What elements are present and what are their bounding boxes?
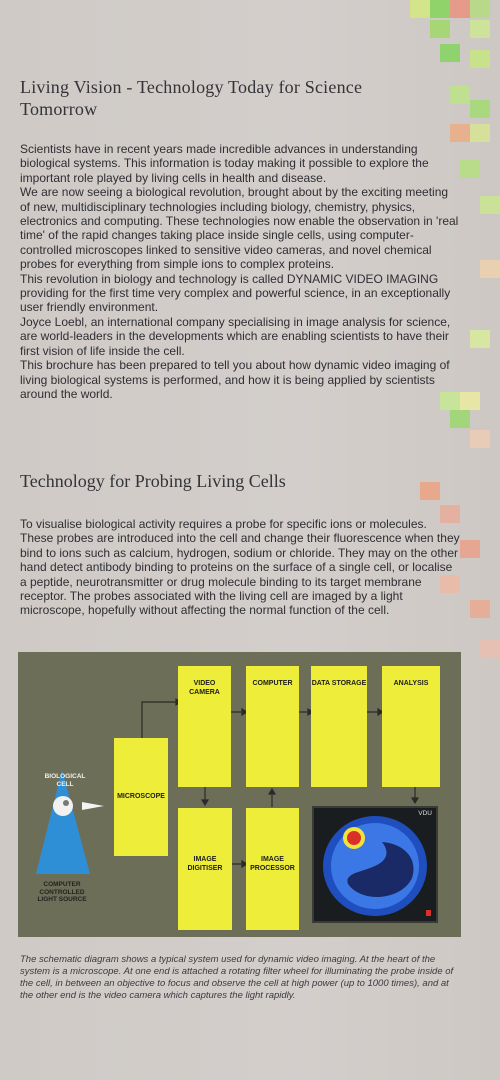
box-data-storage — [311, 666, 367, 787]
decorative-pixel — [480, 640, 500, 658]
intro-paragraph: Scientists have in recent years made incredible advances in understanding biological systems. This information is today making it possible to explore the important role played by living cells in health and disease. — [20, 142, 429, 185]
box-microscope — [114, 738, 168, 856]
decorative-pixel — [470, 0, 490, 18]
decorative-pixel — [470, 330, 490, 348]
box-video-camera — [178, 666, 231, 787]
decorative-pixel — [450, 124, 470, 142]
decorative-pixel — [450, 0, 470, 18]
vdu-monitor — [312, 806, 438, 923]
cell-nucleus — [63, 800, 69, 806]
vdu-cell-image — [314, 808, 436, 921]
intro-paragraph: We are now seeing a biological revolution, brought about by the exciting meeting of new, multidisciplinary technologies including biology, chemistry, physics, electronics and computing. These technologies now enable the observation in 'real time' of the rapid changes taking place inside single cells, using computer-controlled microscopes linked to sensitive video cameras, and novel chemical probes for everything from simple ions to complex proteins. — [20, 185, 459, 272]
schematic-diagram — [18, 652, 461, 937]
intro-paragraph: Joyce Loebl, an international company specialising in image analysis for science, are world-leaders in the developments which are enabling scientists to have their first vision of life inside the cell. — [20, 314, 451, 358]
probing-paragraph: To visualise biological activity requires a probe for specific ions or molecules. These probes are introduced into the cell and change their fluorescence when they bind to ions such as calcium, hydrogen, sodium or chloride. They may on the other hand detect antibody binding to proteins on the surface of a single cell, or localise a peptide, neurotransmitter or drug molecule binding to its target membrane receptor. The probes associated with the living cell are imaged by a light microscope, hopefully without affecting the normal function of the cell. — [20, 517, 460, 618]
box-label: ANALYSIS — [393, 680, 429, 687]
decorative-pixel — [450, 86, 470, 104]
decorative-pixel — [460, 540, 480, 558]
decorative-pixel — [430, 0, 450, 18]
decorative-pixel — [480, 260, 500, 278]
decorative-pixel — [470, 100, 490, 118]
decorative-pixel — [470, 600, 490, 618]
decorative-pixel — [430, 20, 450, 38]
box-analysis — [382, 666, 440, 787]
decorative-pixel — [470, 20, 490, 38]
light-beam — [82, 802, 104, 810]
diagram-caption: The schematic diagram shows a typical system used for dynamic video imaging. At the heart of the system is a microscope. At one end is attached a rotating filter wheel for illuminating the probe inside of the cell, in between an objective to focus and observe the cell at high power (up to 1000 times), and at the other end is the video camera which captures the light rapidly. — [20, 954, 454, 1001]
arrow-microscope-to-camera — [142, 702, 176, 738]
decorative-pixel — [470, 50, 490, 68]
box-label: IMAGE DIGITISER — [187, 856, 223, 872]
section-title-living-vision: Living Vision - Technology Today for Science Tomorrow — [20, 77, 363, 119]
arrow-head — [202, 800, 208, 805]
decorative-pixel — [440, 44, 460, 62]
decorative-pixel — [470, 124, 490, 142]
section-title-probing: Technology for Probing Living Cells — [20, 471, 286, 491]
decorative-pixel — [470, 430, 490, 448]
arrow-head — [269, 789, 275, 794]
box-label: IMAGE PROCESSOR — [250, 856, 295, 872]
decorative-pixel — [460, 160, 480, 178]
label-biological-cell: BIOLOGICAL CELL — [44, 773, 86, 788]
box-label: DATA STORAGE — [311, 680, 367, 687]
decorative-pixel — [450, 410, 470, 428]
cell-circle — [53, 796, 73, 816]
decorative-pixel — [480, 196, 500, 214]
intro-text — [20, 142, 460, 401]
intro-paragraph: This revolution in biology and technology is called DYNAMIC VIDEO IMAGING providing for the first time very complex and powerful science, in an exceptionally user friendly environment. — [20, 271, 451, 315]
intro-paragraph: This brochure has been prepared to tell you about how dynamic video imaging of living biological systems is performed, and how it is being applied by scientists around the world. — [20, 358, 450, 401]
box-label: VIDEO CAMERA — [189, 680, 220, 696]
arrow-head — [412, 798, 418, 803]
box-image-processor — [246, 808, 299, 930]
box-label: COMPUTER — [252, 680, 293, 687]
decorative-pixel — [460, 392, 480, 410]
box-image-digitiser — [178, 808, 232, 930]
box-computer — [246, 666, 299, 787]
probing-text — [20, 517, 460, 618]
decorative-pixel — [410, 0, 430, 18]
box-label: MICROSCOPE — [117, 792, 165, 800]
label-light-source: COMPUTER CONTROLLED LIGHT SOURCE — [37, 881, 87, 903]
label-vdu: VDU — [418, 810, 432, 817]
